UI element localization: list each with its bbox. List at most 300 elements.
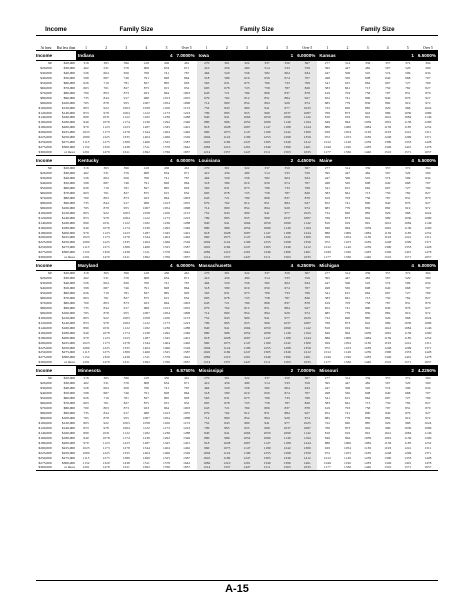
value-cell: 941 (264, 315, 270, 320)
value-cell: 769 (324, 425, 330, 430)
value-cell: 767 (183, 176, 190, 181)
value-cell: 365 (103, 166, 109, 171)
value-cell: 506 (344, 281, 351, 286)
value-cell: 514 (264, 171, 270, 176)
value-cell: 762 (224, 305, 230, 310)
value-cell: 839 (364, 205, 371, 210)
value-cell: 506 (344, 176, 351, 181)
value-cell: 357 (385, 61, 391, 65)
value-cell: 761 (103, 190, 109, 195)
state-block (36, 51, 438, 156)
value-cell: 1462 (183, 340, 191, 345)
value-cell: 800 (224, 205, 230, 210)
value-cell: 1244 (303, 440, 311, 445)
value-cell: 723 (244, 295, 250, 300)
value-column (257, 271, 277, 365)
state-header (317, 51, 438, 60)
value-cell: 1288 (183, 430, 191, 435)
value-cell: 828 (163, 75, 170, 80)
value-cell: 560 (425, 381, 431, 386)
value-cell: 1194 (303, 330, 311, 335)
value-cell: 1173 (102, 130, 110, 135)
value-cell: 559 (304, 171, 310, 176)
value-cell: 960 (204, 340, 210, 345)
value-column (317, 376, 337, 470)
value-cell: 722 (324, 105, 330, 110)
value-cell: 1428 (424, 140, 432, 145)
value-cell: 878 (304, 90, 310, 95)
value-column (197, 376, 217, 470)
value-cell: 1344 (142, 235, 150, 240)
value-cell: 339 (364, 271, 371, 276)
value-cell: 918 (204, 440, 210, 445)
value-cell: 746 (123, 286, 129, 291)
value-cell: 800 (224, 310, 230, 315)
value-cell: 1003 (183, 300, 191, 305)
value-cell: 1003 (183, 195, 191, 200)
value-cell: 810 (324, 115, 330, 120)
value-cell: 1571 (404, 360, 412, 365)
income-to: $40,000 (63, 281, 75, 286)
value-cell: 580 (224, 286, 230, 291)
value-cell: 1003 (183, 406, 191, 411)
value-cell: 674 (284, 75, 290, 80)
value-cell: 1084 (364, 125, 372, 130)
value-cell: 758 (364, 195, 371, 200)
value-cell: 1147 (263, 440, 271, 445)
value-cell: 605 (204, 295, 210, 300)
value-cell: 1039 (364, 435, 372, 440)
value-cell: 779 (344, 100, 351, 105)
income-column (36, 271, 76, 365)
value-cell: 1389 (122, 350, 130, 355)
value-cell: 878 (304, 406, 310, 411)
value-cell: 851 (264, 411, 270, 415)
value-cell: 1225 (102, 240, 110, 245)
value-cell: 919 (344, 115, 351, 120)
value-cell: 663 (83, 295, 89, 300)
value-cell: 1253 (263, 135, 271, 140)
income-from: $80,000 (40, 411, 52, 415)
value-cell: 791 (143, 286, 149, 291)
income-to: $200,000 (61, 440, 75, 445)
value-cell: 339 (364, 376, 371, 381)
value-cell: 1136 (364, 445, 372, 450)
value-cell: 952 (183, 295, 190, 300)
value-cell: 989 (385, 320, 391, 325)
value-cell: 1210 (223, 355, 231, 360)
value-cell: 634 (304, 70, 310, 75)
value-cell: 929 (385, 315, 391, 320)
value-cell: 372 (405, 271, 411, 276)
value-cell: 1300 (384, 245, 392, 250)
value-cell: 697 (385, 396, 391, 401)
value-cell: 844 (103, 305, 109, 310)
value-cell: 671 (183, 381, 190, 386)
income-to: $200,000 (61, 125, 75, 130)
value-cell: 929 (324, 235, 330, 240)
value-cell: 1359 (303, 345, 311, 350)
value-cell: 529 (405, 65, 411, 70)
income-from: $60,000 (40, 85, 52, 90)
value-cell: 986 (224, 435, 230, 440)
state-header-row (36, 156, 438, 166)
value-cell: 968 (143, 411, 149, 415)
income-from: $300,000 (38, 465, 52, 470)
value-cell: 827 (143, 80, 149, 85)
value-cell: 541 (324, 291, 330, 296)
value-cell: 803 (103, 195, 109, 200)
value-cell: 1466 (162, 450, 170, 455)
value-cell: 1089 (424, 320, 432, 325)
value-cell: 882 (385, 100, 391, 105)
value-cell: 713 (364, 85, 371, 90)
value-cell: 1173 (102, 235, 110, 240)
value-column (317, 166, 337, 260)
value-cell: 1194 (303, 120, 311, 125)
income-bracket (36, 465, 76, 470)
value-cell: 762 (224, 200, 230, 205)
value-cell: 643 (204, 406, 210, 411)
value-cell: 864 (183, 180, 190, 185)
value-cell: 974 (304, 205, 310, 210)
value-cell: 1440 (364, 360, 372, 365)
value-cell: 520 (224, 176, 230, 181)
value-cell: 337 (264, 271, 270, 276)
value-cell: 1344 (142, 130, 150, 135)
income-to: $60,000 (63, 80, 75, 85)
value-cell: 576 (123, 381, 129, 386)
income-to: $80,000 (63, 406, 75, 411)
value-cell: 1401 (183, 440, 191, 445)
value-cell: 1122 (122, 220, 130, 225)
value-cell: 1275 (102, 245, 110, 250)
value-cell: 1106 (163, 105, 170, 110)
value-cell: 941 (224, 325, 230, 330)
value-column (317, 61, 337, 155)
value-cell: 1288 (183, 220, 191, 225)
income-from: $20,000 (40, 381, 52, 386)
income-from: $140,000 (38, 115, 52, 120)
value-cell: 918 (204, 230, 210, 235)
value-cell: 849 (324, 120, 330, 125)
value-cell: 634 (163, 65, 170, 70)
value-cell: 337 (264, 61, 270, 65)
value-column (217, 61, 237, 155)
value-cell: 713 (364, 401, 371, 406)
value-cell: 942 (364, 215, 371, 220)
value-cell: 1091 (384, 330, 392, 335)
income-from: $30,000 (40, 281, 52, 286)
income-from: $20,000 (40, 171, 52, 176)
value-column (337, 376, 357, 470)
value-cell: 1300 (384, 350, 392, 355)
value-cell: 1291 (243, 145, 251, 150)
value-cell: 634 (304, 281, 310, 286)
income-from: $160,000 (38, 225, 52, 230)
value-cell: 1461 (303, 250, 311, 255)
value-cell: 608 (364, 286, 371, 291)
value-cell: 1837 (183, 255, 191, 260)
value-cell: 864 (183, 286, 190, 291)
value-cell: 464 (204, 281, 210, 286)
value-cell: 447 (324, 70, 330, 75)
value-cell: 880 (204, 225, 210, 230)
value-column (358, 61, 378, 155)
value-cell: 1139 (384, 440, 392, 445)
value-cell: 865 (163, 80, 170, 85)
income-to: $200,000 (61, 230, 75, 235)
value-cell: 800 (224, 100, 230, 105)
value-cell: 1007 (142, 310, 150, 315)
value-cell: 765 (83, 415, 89, 420)
value-column (237, 376, 257, 470)
value-cell: 806 (264, 300, 270, 305)
value-cell: 673 (244, 396, 250, 401)
value-cell: 1075 (223, 340, 231, 345)
value-cell: 490 (244, 276, 250, 281)
value-column (418, 61, 438, 155)
value-cell: 864 (183, 391, 190, 396)
value-cell: 844 (103, 411, 109, 415)
value-cell: 1837 (183, 465, 191, 470)
state-header (317, 156, 438, 165)
value-cell: 929 (385, 420, 391, 425)
value-cell: 1006 (343, 440, 351, 445)
value-cell: 541 (324, 396, 330, 401)
value-cell: 674 (284, 286, 290, 291)
income-from: $250,000 (38, 245, 52, 250)
value-cell: 929 (284, 310, 290, 315)
value-cell: 1147 (263, 335, 271, 340)
value-cell: 1242 (283, 445, 291, 450)
value-cell: 1526 (183, 240, 191, 245)
value-cell: 878 (103, 100, 109, 105)
value-cell: 1283 (364, 355, 372, 360)
value-cell: 1030 (404, 320, 412, 325)
value-cell: 560 (425, 276, 431, 281)
value-cell: 396 (123, 166, 129, 171)
state-header (197, 51, 318, 60)
value-cell: 923 (143, 300, 149, 305)
value-cell: 1188 (283, 335, 291, 340)
value-cell: 396 (123, 271, 129, 276)
value-cell: 1023 (82, 340, 90, 345)
value-cell: 634 (425, 386, 431, 391)
value-cell: 876 (405, 305, 411, 310)
value-cell: 318 (83, 61, 89, 65)
value-cell: 1182 (142, 430, 150, 435)
value-cell: 873 (344, 320, 351, 325)
value-cell: 1223 (183, 425, 191, 430)
value-cell: 1479 (102, 150, 110, 155)
value-cell: 1346 (183, 330, 191, 335)
value-cell: 1054 (343, 130, 351, 135)
state-rate: 6.0000% (176, 263, 195, 269)
value-cell: 919 (405, 310, 411, 315)
value-cell: 1349 (283, 350, 291, 355)
value-cell: 1511 (142, 460, 150, 465)
income-from: $80,000 (40, 200, 52, 205)
value-cell: 1099 (263, 120, 271, 125)
value-cell: 880 (204, 435, 210, 440)
income-to: $60,000 (63, 185, 75, 190)
value-cell: 1389 (122, 245, 130, 250)
value-cell: 722 (324, 210, 330, 215)
value-cell: 765 (83, 100, 89, 105)
value-cell: 1024 (424, 315, 432, 320)
value-cell: 876 (405, 200, 411, 205)
value-cell: 560 (425, 171, 431, 176)
value-cell: 1241 (404, 235, 412, 240)
value-cell: 1082 (203, 145, 211, 150)
value-cell: 395 (324, 171, 330, 176)
value-cell: 1396 (283, 145, 291, 150)
value-column (96, 271, 116, 365)
income-to: $50,000 (63, 75, 75, 80)
value-cell: 1024 (424, 420, 432, 425)
value-cell: 1346 (384, 460, 392, 465)
value-cell: 853 (83, 215, 89, 220)
value-cell: 1241 (404, 340, 412, 345)
value-cell: 1084 (404, 115, 412, 120)
value-cell: 518 (204, 180, 210, 185)
value-cell: 1344 (142, 445, 150, 450)
value-cell: 1657 (424, 150, 432, 155)
state-header (317, 366, 438, 375)
value-cell: 1082 (203, 250, 211, 255)
value-cell: 533 (284, 65, 290, 70)
value-column (418, 166, 438, 260)
value-cell: 741 (163, 281, 170, 286)
value-cell: 608 (364, 391, 371, 396)
value-cell: 940 (83, 120, 89, 125)
value-cell: 700 (83, 90, 89, 95)
value-cell: 1244 (303, 335, 311, 340)
value-cell: 529 (405, 381, 411, 386)
state-code: 1 (169, 368, 173, 374)
state-name: Louisiana (198, 158, 221, 164)
value-cell: 337 (264, 166, 270, 171)
value-cell: 1214 (203, 150, 211, 155)
value-cell: 968 (405, 210, 411, 215)
state-code: 2 (411, 368, 414, 374)
state-rate: 7.0000% (176, 53, 195, 58)
value-cell: 1223 (122, 125, 130, 130)
values-grid (76, 376, 438, 470)
income-label: Income (36, 53, 53, 58)
state-header-row (36, 366, 438, 376)
value-cell: 619 (324, 300, 330, 305)
value-cell: 1404 (142, 345, 150, 350)
value-cell: 1587 (183, 455, 191, 460)
value-cell: 1692 (142, 360, 150, 365)
income-from: $90,000 (40, 310, 52, 315)
value-cell: 758 (364, 406, 371, 411)
income-to: $300,000 (61, 145, 75, 150)
value-cell: 1064 (122, 110, 130, 115)
value-cell: 968 (405, 105, 411, 110)
value-cell: 626 (83, 396, 89, 401)
income-from: $160,000 (38, 120, 52, 125)
value-cell: 964 (344, 435, 351, 440)
value-cell: 608 (364, 75, 371, 80)
value-cell: 674 (284, 391, 290, 396)
value-cell: 662 (364, 291, 371, 296)
value-cell: 758 (264, 190, 270, 195)
value-cell: 1247 (243, 455, 251, 460)
value-cell: 854 (244, 415, 250, 420)
family-size-col-header: 4 (266, 46, 268, 50)
value-column (177, 376, 197, 470)
value-cell: 787 (284, 401, 290, 406)
value-column (197, 271, 217, 365)
value-cell: 1298 (283, 345, 291, 350)
value-cell: 1571 (404, 150, 412, 155)
value-cell: 723 (244, 190, 250, 195)
family-size-col-header: Over 5 (302, 46, 313, 50)
value-cell: 1194 (303, 435, 311, 440)
income-from: $60,000 (40, 401, 52, 406)
value-cell: 972 (324, 345, 330, 350)
value-cell: 1173 (102, 340, 110, 345)
family-size-col-header: 5 (406, 46, 409, 50)
value-cell: 679 (204, 305, 210, 310)
value-cell: 955 (244, 320, 250, 325)
value-cell: 1311 (424, 445, 432, 450)
value-column (337, 271, 357, 365)
value-cell: 1049 (323, 460, 331, 465)
value-cell: 940 (83, 225, 89, 230)
value-cell: 1283 (364, 460, 372, 465)
value-cell: 634 (163, 276, 170, 281)
income-from: $200,000 (38, 340, 52, 345)
value-cell: 656 (123, 281, 129, 286)
value-cell: 769 (244, 406, 250, 411)
value-cell: 1563 (283, 360, 291, 365)
income-to: $250,000 (61, 450, 75, 455)
value-cell: 1291 (82, 150, 90, 155)
value-cell: 1045 (203, 140, 211, 145)
value-cell: 1401 (183, 230, 191, 235)
income-from: $100,000 (38, 315, 52, 320)
value-cell: 1153 (183, 315, 191, 320)
value-cell: 826 (304, 85, 310, 90)
value-cell: 1123 (102, 125, 110, 130)
value-cell: 1438 (122, 460, 130, 465)
value-cell: 270 (204, 61, 210, 65)
value-cell: 314 (344, 166, 351, 171)
value-cell: 1052 (243, 120, 251, 125)
value-cell: 991 (364, 115, 371, 120)
value-cell: 1225 (102, 450, 110, 455)
value-cell: 955 (244, 425, 250, 430)
income-from: $225,000 (38, 135, 52, 140)
value-cell: 583 (324, 190, 330, 195)
value-cell: 640 (385, 286, 391, 291)
value-cell: 1248 (384, 240, 392, 245)
value-cell: 761 (103, 401, 109, 406)
value-cell: 1054 (162, 205, 170, 210)
value-cell: 514 (264, 276, 270, 281)
value-cell: 1030 (404, 110, 412, 115)
value-cell: 762 (224, 411, 230, 415)
value-cell: 1837 (183, 150, 191, 155)
income-title: Income (45, 26, 67, 33)
value-cell: 721 (224, 300, 230, 305)
value-cell: 1210 (223, 145, 231, 150)
value-cell: 1657 (424, 360, 432, 365)
